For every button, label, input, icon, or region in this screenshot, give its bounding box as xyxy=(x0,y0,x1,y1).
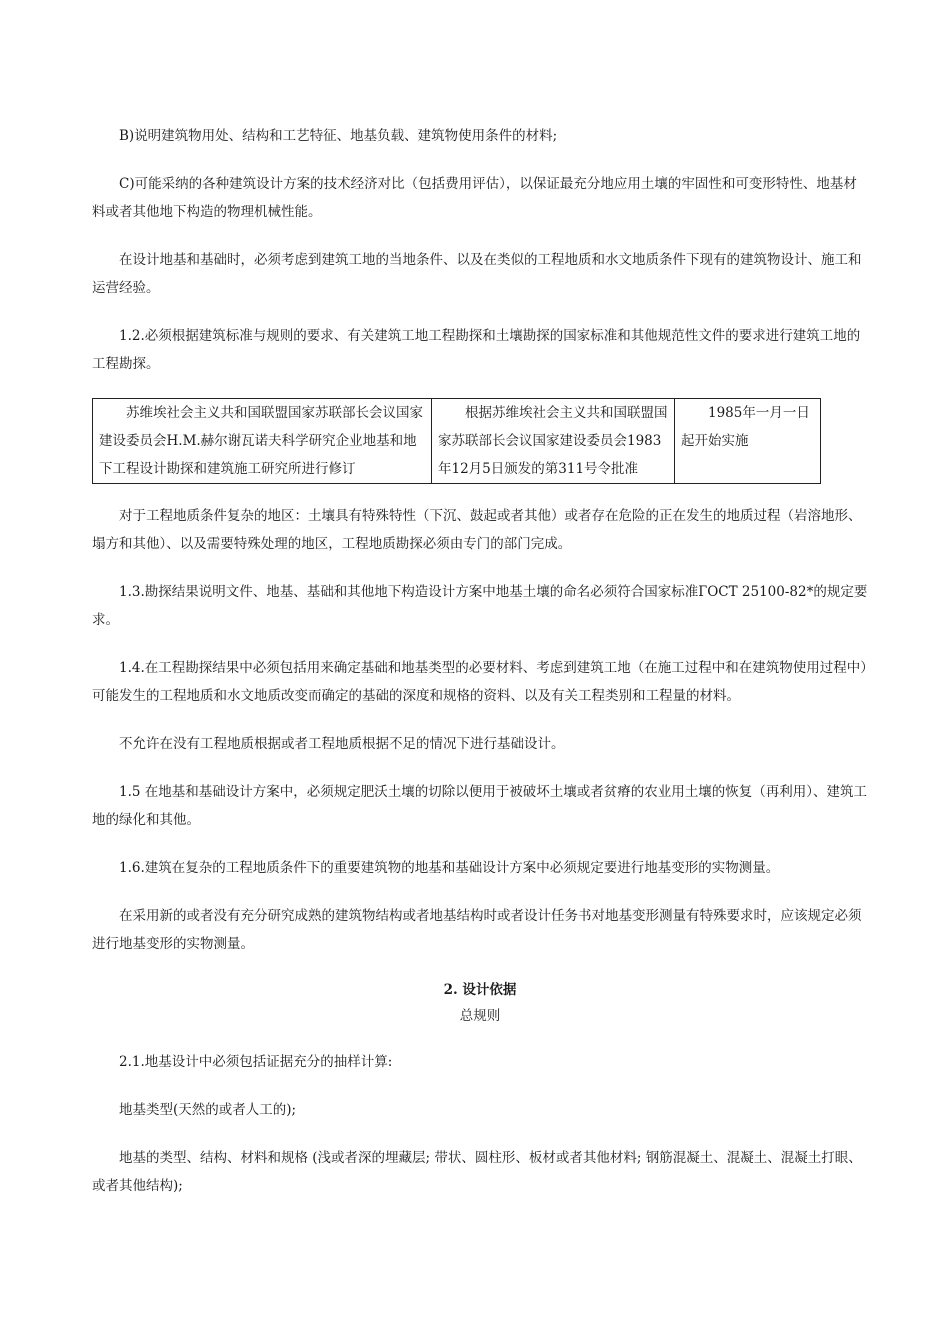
paragraph: 1.6.建筑在复杂的工程地质条件下的重要建筑物的地基和基础设计方案中必须规定要进行地基变形的实物测量。 xyxy=(119,860,780,876)
paragraph: 对于工程地质条件复杂的地区：土壤具有特殊特性（下沉、鼓起或者其他）或者存在危险的正在发生的地质过程（岩溶地形、塌方和其他）、以及需要特殊处理的地区，工程地质勘探必须由专门的部门完成。 xyxy=(92,508,862,552)
paragraph: 1.2.必须根据建筑标准与规则的要求、有关建筑工地工程勘探和土壤勘探的国家标准和其他规范性文件的要求进行建筑工地的工程勘探。 xyxy=(92,328,861,372)
section-heading: 2. 设计依据 xyxy=(443,982,517,998)
paragraph: B)说明建筑物用处、结构和工艺特征、地基负载、建筑物使用条件的材料; xyxy=(119,128,558,144)
paragraph: C)可能采纳的各种建筑设计方案的技术经济对比（包括费用评估），以保证最充分地应用土壤的牢固性和可变形特性、地基材料或者其他地下构造的物理机械性能。 xyxy=(92,176,857,220)
paragraph: 1.5 在地基和基础设计方案中，必须规定肥沃土壤的切除以便用于被破坏土壤或者贫瘠的农业用土壤的恢复（再利用）、建筑工地的绿化和其他。 xyxy=(92,784,868,828)
section-subheading: 总规则 xyxy=(459,1008,501,1024)
document-page xyxy=(92,122,868,1220)
paragraph: 1.4.在工程勘探结果中必须包括用来确定基础和地基类型的必要材料、考虑到建筑工地（在施工过程中和在建筑物使用过程中）可能发生的工程地质和水文地质改变而确定的基础的深度和规格的资料、以及有关工程类别和工程量的材料。 xyxy=(92,660,868,704)
table-cell-revised-by: 苏维埃社会主义共和国联盟国家苏联部长会议国家建设委员会H.M.赫尔谢瓦诺夫科学研究企业地基和地下工程设计勘探和建筑施工研究所进行修订 xyxy=(93,399,432,484)
paragraph: 在采用新的或者没有充分研究成熟的建筑物结构或者地基结构时或者设计任务书对地基变形测量有特殊要求时，应该规定必须进行地基变形的实物测量。 xyxy=(92,908,862,952)
table-cell-effective-date: 1985年一月一日起开始实施 xyxy=(675,399,821,484)
paragraph: 地基的类型、结构、材料和规格 (浅或者深的埋藏层; 带状、圆柱形、板材或者其他材料; 钢筋混凝土、混凝土、混凝土打眼、或者其他结构); xyxy=(92,1150,862,1194)
paragraph: 在设计地基和基础时，必须考虑到建筑工地的当地条件、以及在类似的工程地质和水文地质条件下现有的建筑物设计、施工和运营经验。 xyxy=(92,252,862,296)
table-cell-approved-by: 根据苏维埃社会主义共和国联盟国家苏联部长会议国家建设委员会1983年12月5日颁发的第311号令批准 xyxy=(432,399,675,484)
paragraph: 不允许在没有工程地质根据或者工程地质根据不足的情况下进行基础设计。 xyxy=(119,736,565,752)
paragraph: 1.3.勘探结果说明文件、地基、基础和其他地下构造设计方案中地基土壤的命名必须符合国家标准ГОСТ 25100-82*的规定要求。 xyxy=(92,584,868,628)
paragraph: 地基类型(天然的或者人工的); xyxy=(119,1102,297,1118)
paragraph: 2.1.地基设计中必须包括证据充分的抽样计算: xyxy=(119,1054,393,1070)
approval-table xyxy=(92,398,821,484)
table-row xyxy=(93,399,821,484)
